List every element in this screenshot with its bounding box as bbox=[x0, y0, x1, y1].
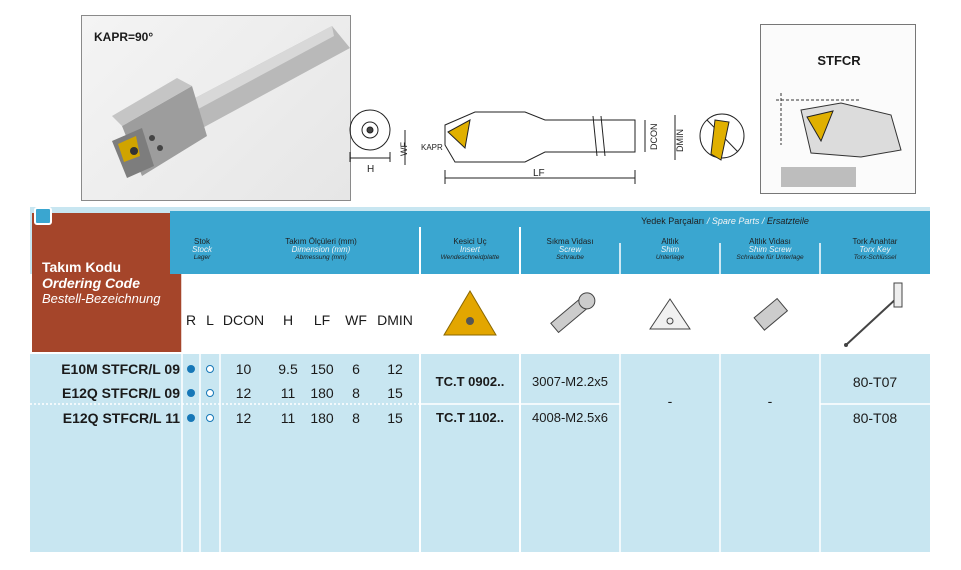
wf-label: WF bbox=[399, 142, 409, 156]
stock-tr: Stok bbox=[193, 237, 210, 246]
stock-header bbox=[182, 238, 222, 262]
triangle-insert-icon bbox=[420, 277, 520, 352]
shim-code: - bbox=[667, 393, 673, 409]
torx-key-code-09: 80-T07 bbox=[852, 374, 898, 390]
stock-l-dot bbox=[206, 414, 214, 422]
insert-icon bbox=[448, 120, 470, 148]
lf-label: LF bbox=[533, 168, 545, 179]
ordering-code-row-1: E10M STFCR/L 09 bbox=[61, 361, 180, 377]
ordering-code-de: Bestell-Bezeichnung bbox=[42, 291, 161, 306]
insert-code-11: TC.T 1102.. bbox=[436, 410, 504, 425]
dimensions-tr: Takım Ölçüleri (mm) bbox=[285, 237, 357, 246]
torx-key-code-11: 80-T08 bbox=[852, 410, 898, 426]
stock-en: Stock bbox=[191, 245, 212, 255]
kapr-drawing-label: KAPR bbox=[421, 143, 443, 152]
dmin-label: DMIN bbox=[675, 129, 685, 152]
shim-screw-header: Altlık Vidası Shim Screw Schraube für Unterlage bbox=[736, 237, 804, 261]
ordering-code-row-2: E12Q STFCR/L 09 bbox=[61, 385, 180, 401]
insert-header bbox=[420, 238, 520, 262]
stock-r-available-dot bbox=[187, 414, 195, 422]
dimensions-header bbox=[222, 238, 420, 262]
screw-icon bbox=[520, 277, 620, 352]
insert-en: Insert bbox=[459, 245, 480, 255]
insert-tr: Kesici Uç bbox=[453, 237, 487, 246]
table-corner-icon bbox=[34, 207, 52, 225]
stock-de: Lager bbox=[193, 253, 211, 261]
screw-code-09: 3007-M2.2x5 bbox=[532, 374, 608, 389]
shim-icon bbox=[620, 277, 720, 352]
stock-r-available-dot bbox=[187, 389, 195, 397]
spare-en: Spare Parts bbox=[711, 216, 760, 226]
col-dcon: DCON bbox=[222, 312, 265, 328]
insert-de: Wendeschneidplatte bbox=[440, 253, 500, 261]
screw-header: Sıkma Vidası Screw Schraube bbox=[546, 237, 594, 261]
shim-screw-code: - bbox=[767, 393, 773, 409]
kapr-label: KAPR=90° bbox=[94, 30, 154, 44]
col-h: H bbox=[282, 312, 294, 328]
stock-r-available-dot bbox=[187, 365, 195, 373]
col-lf: LF bbox=[313, 312, 331, 328]
dimensions-en: Dimension (mm) bbox=[291, 245, 351, 255]
holder-diagram bbox=[760, 24, 916, 194]
holder-title: STFCR bbox=[817, 53, 861, 68]
product-table: Takım Kodu Ordering Code Bestell-Bezeichnung Stok Stock Lager Takım Ölçüleri (mm) Dimension (mm) Abmessung (mm) Kesici Uç Insert Wendeschneidplatte Yedek Parçaları / Spare Parts / Ersatzteile Sıkma Vidası Screw Schraube Altlık Shim Unterlage Altlık Vidası Shim Screw Schraube für Unterlage Tork Anahtar Torx Key Torx-Schlüssel R L DCON H LF WF DMIN E10M STFCR/L 09 10 9.5 150 6 12 E12Q STFCR/L 09 12 11 180 8 15 E12Q STFCR/L 11 12 11 180 8 15 TC.T 0902.. TC.T 1102.. 3007-M2.2x5 4008-M2.5x6 - - 80-T07 80-T08 bbox=[30, 207, 930, 552]
shim-header: Altlık Shim Unterlage bbox=[655, 237, 685, 261]
stock-l-dot bbox=[206, 389, 214, 397]
shim-screw-icon bbox=[720, 277, 820, 352]
torx-key-header: Tork Anahtar Torx Key Torx-Schlüssel bbox=[852, 237, 898, 261]
torx-key-icon bbox=[820, 277, 930, 352]
col-dmin: DMIN bbox=[377, 312, 413, 328]
spare-parts-header: Yedek Parçaları / Spare Parts / Ersatzteile bbox=[641, 216, 809, 226]
h-label: H bbox=[367, 164, 375, 175]
col-l: L bbox=[206, 312, 214, 328]
spare-tr: Yedek Parçaları bbox=[641, 216, 705, 226]
holder-drawing bbox=[761, 75, 917, 193]
col-r: R bbox=[185, 312, 197, 328]
dimensions-de: Abmessung (mm) bbox=[295, 253, 347, 261]
dcon-label: DCON bbox=[649, 123, 659, 150]
ordering-code-tr: Takım Kodu bbox=[42, 259, 122, 275]
ordering-code-header bbox=[42, 259, 161, 306]
col-wf: WF bbox=[345, 312, 367, 328]
ordering-code-row-3: E12Q STFCR/L 11 bbox=[62, 410, 180, 426]
screw-code-11: 4008-M2.5x6 bbox=[532, 410, 608, 425]
product-photo bbox=[81, 15, 351, 201]
ordering-code-en: Ordering Code bbox=[42, 275, 141, 291]
technical-drawing bbox=[345, 90, 755, 190]
spare-de: Ersatzteile bbox=[766, 216, 809, 226]
front-view bbox=[350, 110, 390, 162]
stock-l-dot bbox=[206, 365, 214, 373]
insert-code-09: TC.T 0902.. bbox=[435, 374, 505, 389]
